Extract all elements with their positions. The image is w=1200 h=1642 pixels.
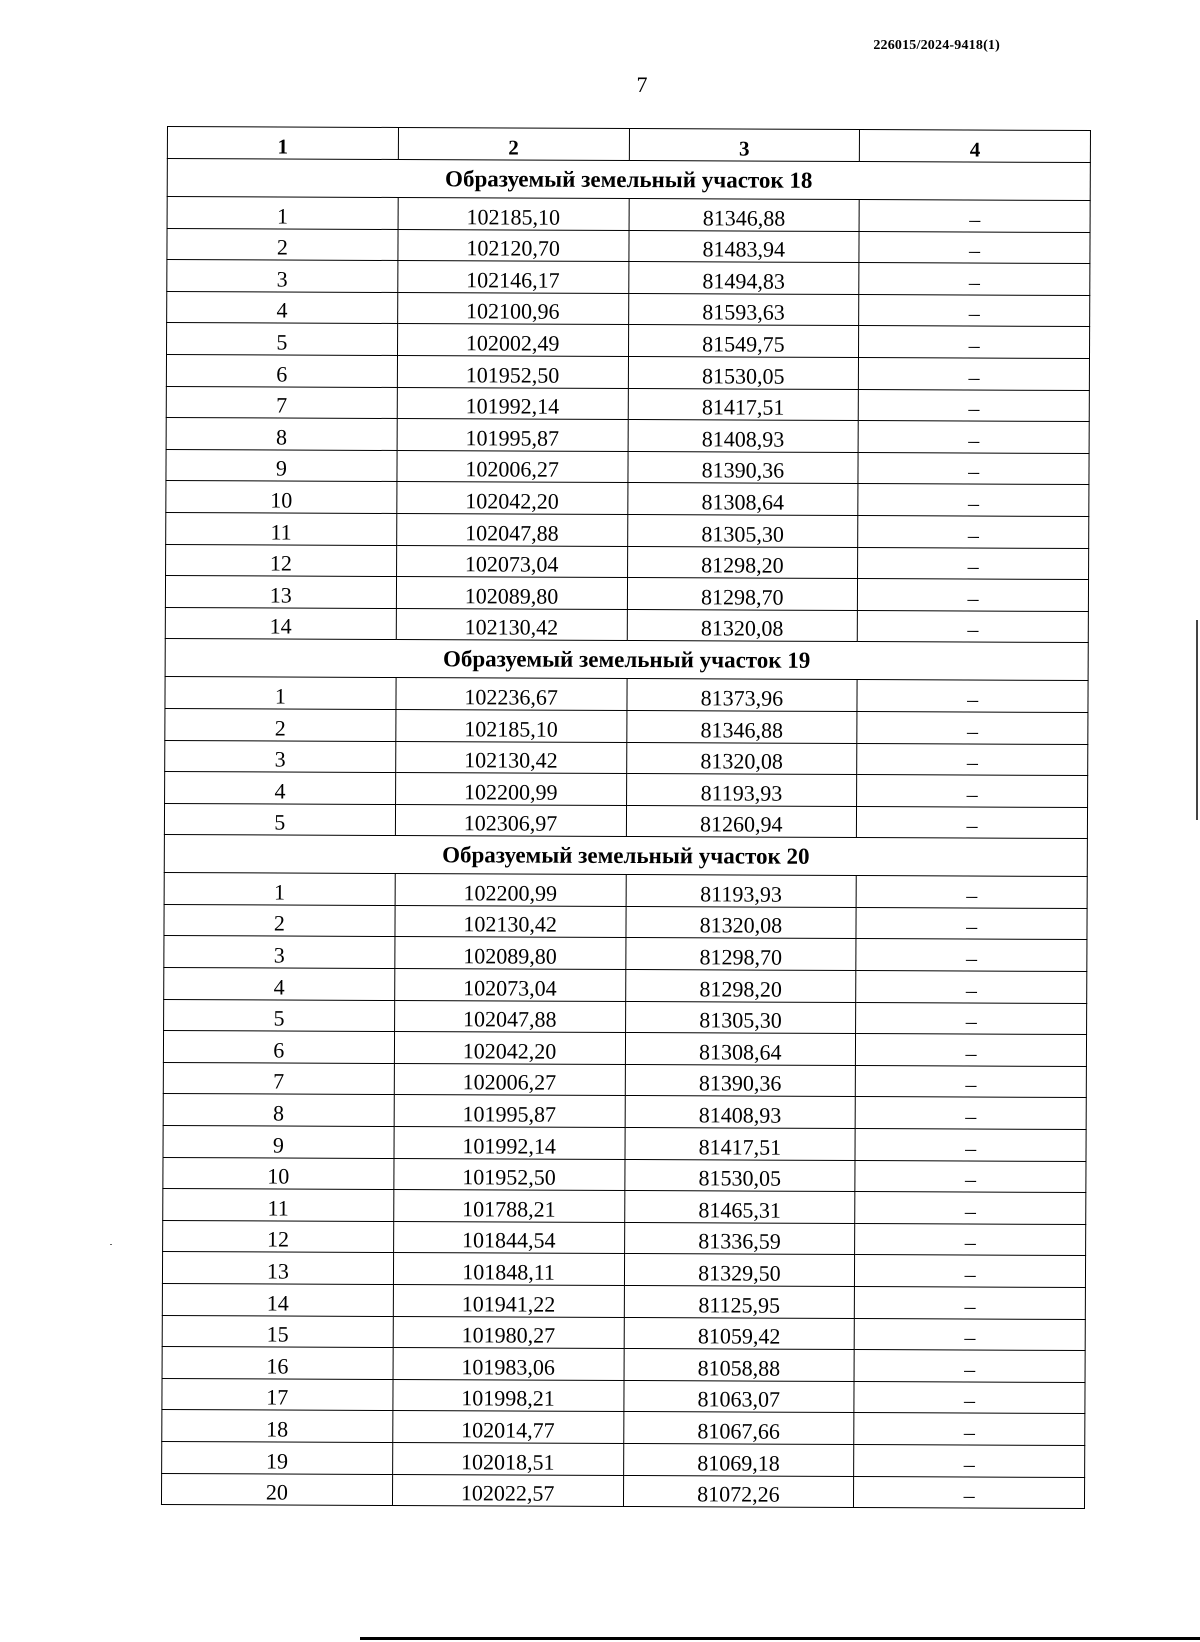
x-coordinate-cell: 101848,11 — [393, 1253, 624, 1286]
col4-cell: – — [856, 939, 1087, 972]
col4-cell: – — [858, 610, 1089, 643]
col4-cell: – — [858, 389, 1089, 422]
point-number-cell: 1 — [165, 677, 396, 710]
y-coordinate-cell: 81298,70 — [625, 938, 856, 971]
point-number-cell: 2 — [164, 904, 395, 937]
table-row — [163, 1126, 1086, 1162]
y-coordinate-cell: 81320,08 — [625, 906, 856, 939]
x-coordinate-cell: 101952,50 — [397, 355, 628, 388]
col4-cell: – — [856, 907, 1087, 940]
table-row — [161, 1473, 1084, 1509]
x-coordinate-cell: 102089,80 — [396, 577, 627, 610]
point-number-cell: 1 — [164, 873, 395, 906]
column-header: 1 — [167, 127, 398, 160]
column-header: 2 — [398, 128, 629, 161]
x-coordinate-cell: 102022,57 — [392, 1474, 623, 1507]
table-row — [162, 1441, 1085, 1477]
table-row — [165, 576, 1088, 612]
y-coordinate-cell: 81336,59 — [624, 1222, 855, 1255]
y-coordinate-cell: 81298,20 — [625, 970, 856, 1003]
x-coordinate-cell: 101992,14 — [397, 387, 628, 420]
col4-cell: – — [856, 876, 1087, 909]
point-number-cell: 13 — [162, 1252, 393, 1285]
col4-cell: – — [859, 200, 1090, 233]
y-coordinate-cell: 81530,05 — [628, 356, 859, 389]
point-number-cell: 9 — [166, 449, 397, 482]
x-coordinate-cell: 102042,20 — [394, 1032, 625, 1065]
y-coordinate-cell: 81346,88 — [629, 199, 860, 232]
document-number: 226015/2024-9418(1) — [873, 38, 1000, 53]
col4-cell: – — [858, 484, 1089, 517]
point-number-cell: 5 — [164, 999, 395, 1032]
col4-cell: – — [854, 1350, 1085, 1383]
point-number-cell: 1 — [167, 197, 398, 230]
bottom-rule — [360, 1637, 1200, 1640]
point-number-cell: 8 — [163, 1094, 394, 1127]
y-coordinate-cell: 81058,88 — [624, 1349, 855, 1382]
point-number-cell: 11 — [166, 512, 397, 545]
col4-cell: – — [858, 547, 1089, 580]
col4-cell: – — [857, 711, 1088, 744]
x-coordinate-cell: 102306,97 — [395, 804, 626, 837]
column-header: 3 — [629, 129, 860, 162]
section-title: Образуемый земельный участок 18 — [167, 159, 1090, 201]
col4-cell: – — [858, 579, 1089, 612]
table-body — [161, 159, 1090, 1509]
point-number-cell: 7 — [166, 386, 397, 419]
x-coordinate-cell: 102130,42 — [395, 741, 626, 774]
col4-cell: – — [856, 1002, 1087, 1035]
table-row — [164, 968, 1087, 1004]
col4-cell: – — [856, 1034, 1087, 1067]
table-row — [167, 291, 1090, 327]
col4-cell: – — [854, 1476, 1085, 1509]
table-row — [162, 1378, 1085, 1414]
y-coordinate-cell: 81320,08 — [627, 609, 858, 642]
y-coordinate-cell: 81320,08 — [626, 742, 857, 775]
point-number-cell: 4 — [165, 772, 396, 805]
point-number-cell: 12 — [166, 544, 397, 577]
y-coordinate-cell: 81125,95 — [624, 1286, 855, 1319]
y-coordinate-cell: 81417,51 — [628, 388, 859, 421]
point-number-cell: 2 — [165, 708, 396, 741]
col4-cell: – — [858, 452, 1089, 485]
point-number-cell: 18 — [162, 1410, 393, 1443]
x-coordinate-cell: 101952,50 — [394, 1158, 625, 1191]
section-title: Образуемый земельный участок 20 — [164, 835, 1087, 877]
col4-cell: – — [854, 1413, 1085, 1446]
col4-cell: – — [856, 971, 1087, 1004]
table-row — [164, 803, 1087, 839]
x-coordinate-cell: 102200,99 — [395, 874, 626, 907]
point-number-cell: 14 — [162, 1283, 393, 1316]
scan-speck — [110, 1244, 112, 1245]
x-coordinate-cell: 101983,06 — [393, 1348, 624, 1381]
table-row — [162, 1410, 1085, 1446]
table-row — [163, 1094, 1086, 1130]
col4-cell: – — [858, 421, 1089, 454]
scan-edge-mark — [1196, 620, 1198, 820]
x-coordinate-cell: 101941,22 — [393, 1284, 624, 1317]
col4-cell: – — [855, 1223, 1086, 1256]
table-row — [167, 260, 1090, 296]
section-title: Образуемый земельный участок 19 — [165, 639, 1088, 681]
table-row — [166, 481, 1089, 517]
col4-cell: – — [859, 326, 1090, 359]
point-number-cell: 9 — [163, 1126, 394, 1159]
col4-cell: – — [857, 680, 1088, 713]
table-row — [165, 677, 1088, 713]
col4-cell: – — [854, 1318, 1085, 1351]
table-row — [166, 418, 1089, 454]
table-row — [165, 708, 1088, 744]
y-coordinate-cell: 81305,30 — [627, 514, 858, 547]
y-coordinate-cell: 81298,20 — [627, 546, 858, 579]
y-coordinate-cell: 81530,05 — [624, 1159, 855, 1192]
y-coordinate-cell: 81329,50 — [624, 1254, 855, 1287]
x-coordinate-cell: 102100,96 — [397, 292, 628, 325]
col4-cell: – — [857, 775, 1088, 808]
col4-cell: – — [855, 1160, 1086, 1193]
table-row — [167, 323, 1090, 359]
y-coordinate-cell: 81067,66 — [623, 1412, 854, 1445]
x-coordinate-cell: 102073,04 — [394, 969, 625, 1002]
x-coordinate-cell: 102042,20 — [397, 482, 628, 515]
point-number-cell: 20 — [161, 1473, 392, 1506]
x-coordinate-cell: 102073,04 — [396, 545, 627, 578]
y-coordinate-cell: 81373,96 — [626, 679, 857, 712]
col4-cell: – — [855, 1287, 1086, 1320]
coordinates-table — [161, 126, 1091, 1509]
table-row — [162, 1283, 1085, 1319]
table-row — [165, 740, 1088, 776]
point-number-cell: 4 — [164, 968, 395, 1001]
y-coordinate-cell: 81069,18 — [623, 1443, 854, 1476]
col4-cell: – — [855, 1255, 1086, 1288]
point-number-cell: 16 — [162, 1347, 393, 1380]
x-coordinate-cell: 101992,14 — [394, 1127, 625, 1160]
point-number-cell: 3 — [167, 260, 398, 293]
table-row — [164, 904, 1087, 940]
y-coordinate-cell: 81260,94 — [626, 805, 857, 838]
table-row — [165, 772, 1088, 808]
x-coordinate-cell: 102130,42 — [396, 608, 627, 641]
x-coordinate-cell: 101995,87 — [394, 1095, 625, 1128]
col4-cell: – — [854, 1444, 1085, 1477]
point-number-cell: 15 — [162, 1315, 393, 1348]
col4-cell: – — [855, 1129, 1086, 1162]
x-coordinate-cell: 102120,70 — [398, 229, 629, 262]
point-number-cell: 13 — [165, 576, 396, 609]
point-number-cell: 12 — [163, 1220, 394, 1253]
table-row — [163, 1157, 1086, 1193]
x-coordinate-cell: 102006,27 — [394, 1063, 625, 1096]
col4-cell: – — [856, 1065, 1087, 1098]
y-coordinate-cell: 81063,07 — [623, 1380, 854, 1413]
x-coordinate-cell: 101998,21 — [393, 1379, 624, 1412]
table-row — [167, 197, 1090, 233]
y-coordinate-cell: 81483,94 — [628, 230, 859, 263]
col4-cell: – — [859, 294, 1090, 327]
point-number-cell: 10 — [166, 481, 397, 514]
table-row — [163, 1220, 1086, 1256]
table-row — [167, 228, 1090, 264]
y-coordinate-cell: 81593,63 — [628, 293, 859, 326]
table-row — [166, 449, 1089, 485]
x-coordinate-cell: 102130,42 — [395, 905, 626, 938]
y-coordinate-cell: 81494,83 — [628, 262, 859, 295]
x-coordinate-cell: 101844,54 — [393, 1221, 624, 1254]
table-row — [163, 1062, 1086, 1098]
table-row — [166, 386, 1089, 422]
table-row — [162, 1252, 1085, 1288]
y-coordinate-cell: 81193,93 — [626, 774, 857, 807]
y-coordinate-cell: 81390,36 — [625, 1064, 856, 1097]
point-number-cell: 6 — [166, 354, 397, 387]
table-row — [162, 1347, 1085, 1383]
col4-cell: – — [857, 806, 1088, 839]
col4-cell: – — [859, 263, 1090, 296]
point-number-cell: 4 — [167, 291, 398, 324]
y-coordinate-cell: 81308,64 — [625, 1033, 856, 1066]
col4-cell: – — [855, 1192, 1086, 1225]
col4-cell: – — [855, 1097, 1086, 1130]
table-header-row — [167, 127, 1090, 163]
y-coordinate-cell: 81193,93 — [626, 875, 857, 908]
y-coordinate-cell: 81072,26 — [623, 1475, 854, 1508]
x-coordinate-cell: 102047,88 — [396, 513, 627, 546]
y-coordinate-cell: 81408,93 — [625, 1096, 856, 1129]
point-number-cell: 3 — [165, 740, 396, 773]
col4-cell: – — [854, 1381, 1085, 1414]
table-row — [162, 1315, 1085, 1351]
point-number-cell: 8 — [166, 418, 397, 451]
x-coordinate-cell: 102200,99 — [395, 773, 626, 806]
table-row — [166, 512, 1089, 548]
y-coordinate-cell: 81298,70 — [627, 578, 858, 611]
point-number-cell: 7 — [163, 1062, 394, 1095]
point-number-cell: 19 — [162, 1441, 393, 1474]
point-number-cell: 5 — [167, 323, 398, 356]
y-coordinate-cell: 81390,36 — [627, 451, 858, 484]
x-coordinate-cell: 102002,49 — [397, 324, 628, 357]
table-row — [164, 873, 1087, 909]
column-header: 4 — [860, 130, 1091, 163]
x-coordinate-cell: 102089,80 — [395, 937, 626, 970]
section-title-row — [164, 835, 1087, 877]
y-coordinate-cell: 81308,64 — [627, 483, 858, 516]
y-coordinate-cell: 81549,75 — [628, 325, 859, 358]
x-coordinate-cell: 101980,27 — [393, 1316, 624, 1349]
table-row — [164, 999, 1087, 1035]
x-coordinate-cell: 101995,87 — [397, 419, 628, 452]
point-number-cell: 3 — [164, 936, 395, 969]
x-coordinate-cell: 102014,77 — [393, 1411, 624, 1444]
table-row — [166, 544, 1089, 580]
point-number-cell: 5 — [164, 803, 395, 836]
col4-cell: – — [857, 743, 1088, 776]
col4-cell: – — [859, 231, 1090, 264]
y-coordinate-cell: 81465,31 — [624, 1191, 855, 1224]
y-coordinate-cell: 81305,30 — [625, 1001, 856, 1034]
section-title-row — [167, 159, 1090, 201]
table-row — [164, 936, 1087, 972]
point-number-cell: 11 — [163, 1189, 394, 1222]
x-coordinate-cell: 101788,21 — [393, 1190, 624, 1223]
point-number-cell: 6 — [163, 1031, 394, 1064]
table-row — [165, 607, 1088, 643]
x-coordinate-cell: 102006,27 — [397, 450, 628, 483]
table-row — [163, 1031, 1086, 1067]
point-number-cell: 14 — [165, 607, 396, 640]
page-number: 7 — [636, 72, 648, 97]
y-coordinate-cell: 81408,93 — [628, 420, 859, 453]
x-coordinate-cell: 102146,17 — [398, 261, 629, 294]
col4-cell: – — [858, 515, 1089, 548]
y-coordinate-cell: 81417,51 — [624, 1128, 855, 1161]
point-number-cell: 2 — [167, 228, 398, 261]
x-coordinate-cell: 102236,67 — [396, 678, 627, 711]
x-coordinate-cell: 102047,88 — [394, 1000, 625, 1033]
table-row — [166, 354, 1089, 390]
point-number-cell: 17 — [162, 1378, 393, 1411]
section-title-row — [165, 639, 1088, 681]
y-coordinate-cell: 81346,88 — [626, 710, 857, 743]
x-coordinate-cell: 102018,51 — [392, 1442, 623, 1475]
y-coordinate-cell: 81059,42 — [624, 1317, 855, 1350]
x-coordinate-cell: 102185,10 — [396, 709, 627, 742]
x-coordinate-cell: 102185,10 — [398, 198, 629, 231]
point-number-cell: 10 — [163, 1157, 394, 1190]
table-row — [163, 1189, 1086, 1225]
col4-cell: – — [859, 357, 1090, 390]
